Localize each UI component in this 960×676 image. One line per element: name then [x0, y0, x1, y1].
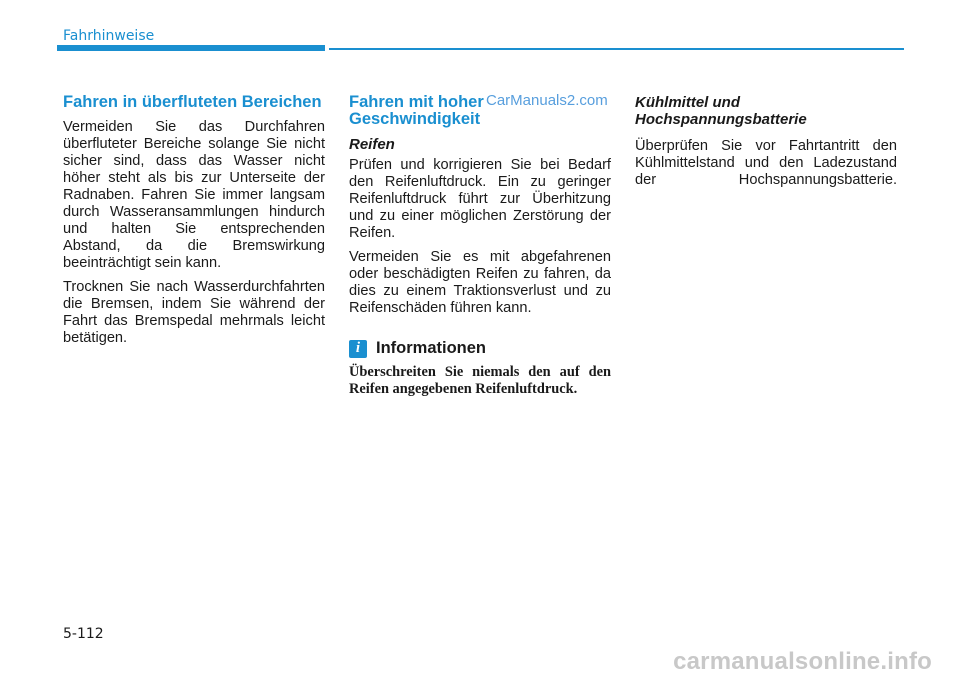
info-icon: i	[349, 340, 367, 358]
paragraph-tires-1: Prüfen und korrigieren Sie bei Bedarf den Reifenluftdruck. Ein zu geringer Reifenluftdruck führt zur Überhitzung und zu einer möglichen Zerstörung der Reifen.	[349, 157, 611, 241]
watermark-carmanuals2[interactable]: CarManuals2.com	[486, 92, 608, 109]
header-bar-thin	[329, 48, 904, 50]
subheading-tires: Reifen	[349, 136, 395, 153]
footer-watermark[interactable]: carmanualsonline.info	[673, 648, 932, 675]
info-text: Überschreiten Sie niemals den auf den Reifen angegebenen Reifenluftdruck.	[349, 364, 611, 397]
paragraph-flooded-1: Vermeiden Sie das Durchfahren überfluteter Bereiche solange Sie nicht sicher sind, dass das Wasser nicht höher steht als bis zur Unterseite der Radnaben. Fahren Sie immer langsam durch Wasseransammlungen hindurch und halten Sie entsprechenden Abstand, da die Bremswirkung beeinträchtigt sein kann.	[63, 119, 325, 271]
column-high-speed	[349, 94, 611, 398]
paragraph-flooded-2: Trocknen Sie nach Wasserdurchfahrten die Bremsen, indem Sie während der Fahrt das Bremspedal mehrmals leicht betätigen.	[63, 279, 325, 346]
heading-high-speed: Fahren mit hoher Geschwindigkeit	[349, 93, 484, 128]
info-title: Informationen	[376, 339, 486, 357]
column-flooded-areas	[63, 94, 325, 354]
paragraph-coolant: Überprüfen Sie vor Fahrtantritt den Kühlmittelstand und den Ladezustand der Hochspannungsbatterie.	[635, 138, 897, 188]
section-label: Fahrhinweise	[63, 28, 155, 44]
header-bar-thick	[57, 45, 325, 51]
paragraph-tires-2: Vermeiden Sie es mit abgefahrenen oder beschädigten Reifen zu fahren, da dies zu einem Traktionsverlust und zu Reifenschäden führen kann.	[349, 249, 611, 316]
heading-flooded-areas: Fahren in überfluteten Bereichen	[63, 93, 322, 111]
column-coolant-battery	[635, 94, 897, 196]
page-number: 5-112	[63, 626, 104, 642]
subheading-coolant-battery: Kühlmittel und Hochspannungsbatterie	[635, 94, 807, 128]
info-box	[349, 339, 611, 398]
info-header	[349, 339, 611, 358]
